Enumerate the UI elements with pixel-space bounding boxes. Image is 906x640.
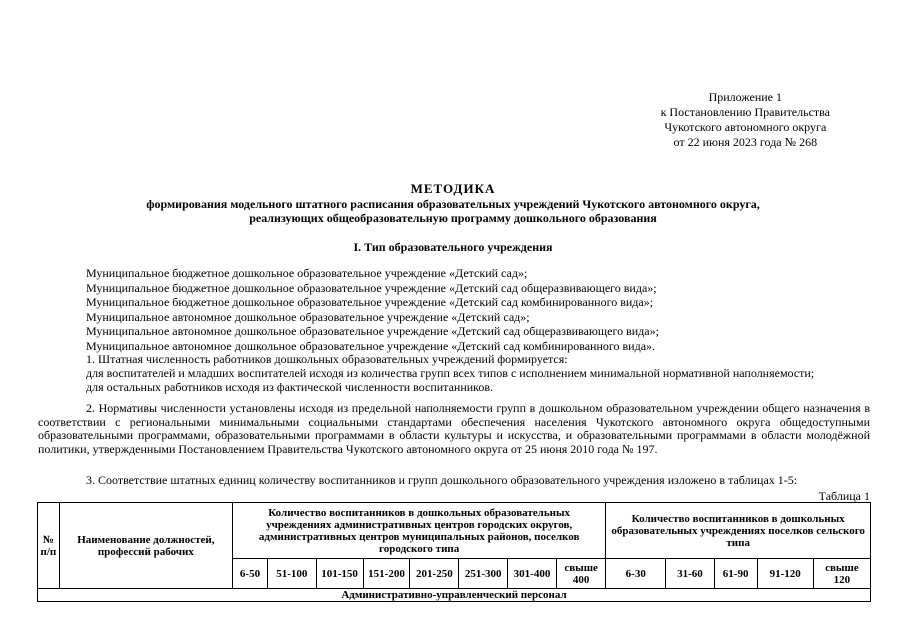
annex-line: Чукотского автономного округа: [664, 120, 827, 134]
institution-type-list: [86, 266, 659, 353]
annex-line: к Постановлению Правительства: [660, 105, 830, 119]
annex-block: [661, 90, 830, 150]
range-header: 251-300: [459, 559, 508, 589]
range-header: 61-90: [714, 559, 757, 589]
range-header: свыше 120: [813, 559, 870, 589]
column-group-rural: Количество воспитанников в дошкольных образовательных учреждениях поселков сельского типа: [606, 503, 871, 559]
staffing-table: [37, 502, 871, 602]
point-1a: для воспитателей и младших воспитателей исходя из количества групп всех типов с исполнением минимальной нормативной наполняемости;: [86, 366, 815, 380]
list-item: Муниципальное бюджетное дошкольное образовательное учреждение «Детский сад общеразвивающего вида»;: [86, 280, 657, 295]
point-1: 1. Штатная численность работников дошкольных образовательных учреждений формируется:: [86, 352, 568, 366]
range-header: 151-200: [363, 559, 410, 589]
table-caption: Таблица 1: [818, 489, 870, 503]
annex-line: Приложение 1: [708, 90, 782, 104]
title-line: реализующих общеобразовательную программу дошкольного образования: [249, 211, 657, 225]
range-header: 201-250: [410, 559, 459, 589]
list-item: Муниципальное автономное дошкольное образовательное учреждение «Детский сад»;: [86, 309, 530, 324]
range-header: 51-100: [268, 559, 317, 589]
range-header: 91-120: [757, 559, 813, 589]
annex-line: от 22 июня 2023 года № 268: [673, 135, 818, 149]
document-title: [0, 182, 906, 225]
range-header: 31-60: [666, 559, 715, 589]
section-row: Административно-управленческий персонал: [38, 589, 871, 602]
list-item: Муниципальное бюджетное дошкольное образовательное учреждение «Детский сад»;: [86, 266, 528, 280]
point-1b: для остальных работников исходя из фактической численности воспитанников.: [86, 380, 494, 394]
list-item: Муниципальное бюджетное дошкольное образовательное учреждение «Детский сад комбинированного вида»;: [86, 295, 654, 309]
title-line: формирования модельного штатного расписания образовательных учреждений Чукотского автономного округа,: [146, 197, 760, 211]
range-header: 6-50: [232, 559, 267, 589]
list-item: Муниципальное автономное дошкольное образовательное учреждение «Детский сад общеразвивающего вида»;: [86, 324, 659, 338]
point-2-text: 2. Нормативы численности установлены исходя из предельной наполняемости групп в дошкольном образовательном учреждении общего назначения в соответствии с региональными минимальными социальными стандартами обеспечения населения Чукотского автономного округа общедоступными образовательными программами, образовательными программами в области культуры и искусства, и образовательными программами в области молодёжной политики, утвержденными Постановлением Правительства Чукотского автономного округа от 25 июня 2010 года № 197.: [38, 401, 870, 456]
section-heading: I. Тип образовательного учреждения: [353, 240, 553, 254]
column-header-number: № п/п: [38, 503, 60, 589]
point-3: 3. Соответствие штатных единиц количеству воспитанников и групп дошкольного образовательного учреждения изложено в таблицах 1-5:: [86, 473, 798, 487]
point-2: [38, 402, 870, 456]
range-header: 101-150: [316, 559, 363, 589]
list-item: Муниципальное автономное дошкольное образовательное учреждение «Детский сад комбинированного вида».: [86, 338, 656, 353]
range-header: свыше 400: [556, 559, 605, 589]
column-header-name: Наименование должностей, профессий рабочих: [59, 503, 232, 589]
title-main: МЕТОДИКА: [410, 181, 496, 196]
range-header: 301-400: [508, 559, 557, 589]
column-group-urban: Количество воспитанников в дошкольных образовательных учреждениях административных центров городских округов, административных центров муниципальных районов, поселков городского типа: [232, 503, 605, 559]
range-header: 6-30: [606, 559, 666, 589]
